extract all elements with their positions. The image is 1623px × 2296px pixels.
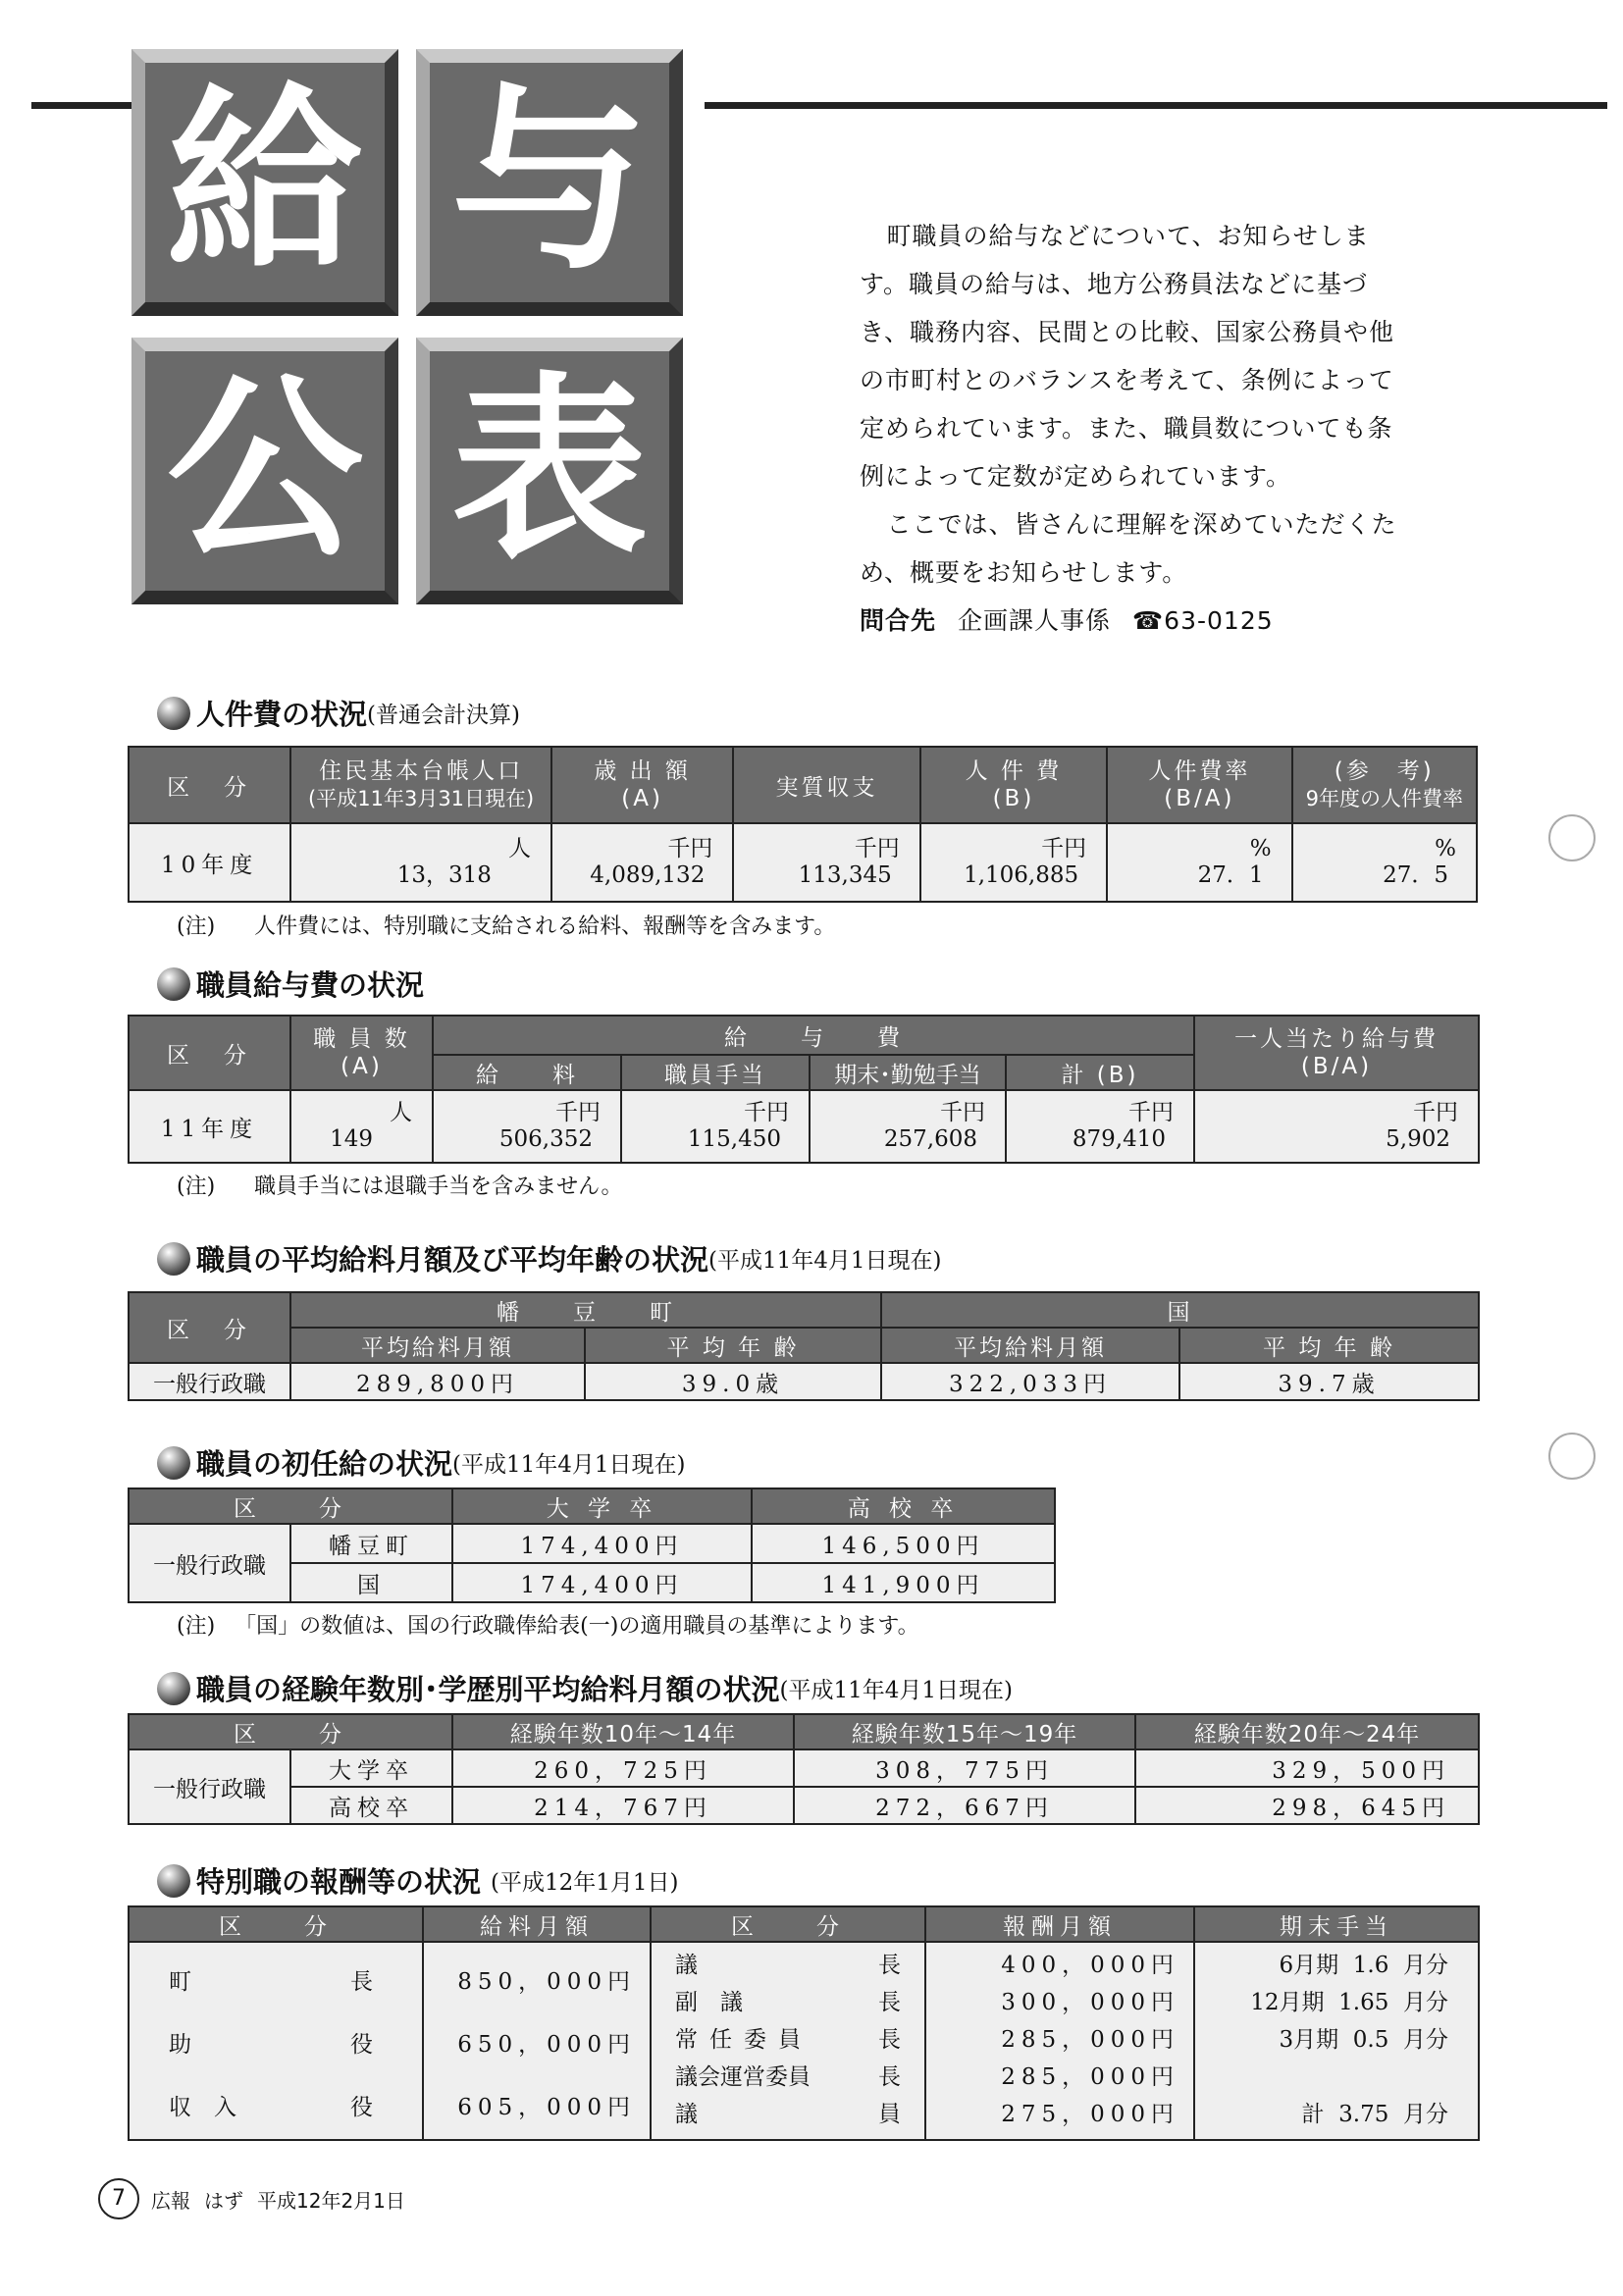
note-text: 「国」の数値は、国の行政職俸給表(一)の適用職員の基準によります。 (235, 1614, 919, 1639)
position-chairman (675, 1947, 901, 1984)
cell-university-national: 174,400円 (452, 1563, 752, 1602)
position-name-start: 収 入 (169, 2095, 236, 2120)
position-name-end: 長 (878, 2064, 901, 2090)
months: 3.75 (1338, 2102, 1389, 2127)
remuneration-chairman: 400，000円 (1001, 1953, 1179, 1978)
header-category-left: 区 分 (129, 1906, 423, 1942)
header-per-capita-line2: (B/A) (1300, 1054, 1373, 1079)
unit: 千円 (1041, 836, 1087, 861)
note-mark: (注) (177, 1614, 216, 1639)
salary-mayor: 850，000円 (457, 1969, 636, 1995)
unit: 人 (390, 1100, 412, 1125)
header-avg-monthly-salary-national: 平均給料月額 (881, 1328, 1179, 1363)
header-rule-right (705, 102, 1607, 109)
cell-right-remunerations (925, 1942, 1194, 2140)
header-net-balance: 実質収支 (733, 747, 919, 823)
value: 5,902 (1386, 1126, 1450, 1152)
header-cost-rate-line1: 人件費率 (1148, 758, 1251, 784)
cell-hs-15-19: 272，667円 (794, 1787, 1135, 1824)
position-name-start: 議会運営委員 (675, 2064, 811, 2090)
special-position-table (128, 1905, 1480, 2141)
header-staff-count (290, 1016, 433, 1090)
row-label: 一般行政職 (129, 1363, 290, 1400)
bullet-icon (157, 1446, 190, 1480)
salary-cost-table (128, 1015, 1480, 1164)
position-name-start: 町 (169, 1969, 191, 1995)
allowance-total (1195, 2096, 1448, 2133)
header-category: 区 分 (129, 1714, 452, 1749)
section-title: 特別職の報酬等の状況 (196, 1865, 482, 1899)
period: 12月期 (1250, 1990, 1325, 2015)
cell-bonus (810, 1090, 1006, 1163)
section-subtitle: (平成11年4月1日現在) (452, 1452, 686, 1478)
header-bonus: 期末･勤勉手当 (810, 1055, 1006, 1090)
value: 115,450 (687, 1126, 781, 1152)
cell-reference (1292, 823, 1477, 902)
banner-tile-2: 与 (416, 49, 683, 316)
header-salary-cost: 給 与 費 (433, 1016, 1194, 1055)
group-label: 一般行政職 (129, 1524, 290, 1602)
header-monthly-remuneration: 報酬月額 (925, 1906, 1194, 1942)
header-year-end-allowance: 期末手当 (1194, 1906, 1479, 1942)
section-title: 職員の初任給の状況 (196, 1447, 453, 1481)
header-category: 区 分 (129, 1292, 290, 1363)
cell-net-balance (733, 823, 919, 902)
header-monthly-salary: 給料月額 (423, 1906, 651, 1942)
personnel-cost-table (128, 746, 1478, 903)
cell-salary-national: 322,033円 (881, 1363, 1179, 1400)
note-starting-salary (177, 1609, 919, 1640)
header-staff-count-line2: (A) (340, 1054, 383, 1079)
section-experience-salary-title (157, 1668, 1013, 1708)
experience-salary-table (128, 1713, 1480, 1825)
cell-left-salaries (423, 1942, 651, 2140)
position-deputy-mayor (169, 2013, 373, 2076)
unit: 月分 (1403, 2102, 1448, 2127)
intro-paragraph-2: ここでは、皆さんに理解を深めていただくため、概要をお知らせします。 (860, 510, 1397, 587)
banner-tile-3: 公 (131, 338, 398, 604)
binder-hole-bottom (1548, 1433, 1596, 1480)
section-subtitle: (平成12年1月1日) (491, 1870, 679, 1896)
page-number: 7 (98, 2178, 139, 2219)
remuneration-standing-committee-chair: 285，000円 (1001, 2027, 1179, 2053)
unit: 千円 (667, 836, 713, 861)
note-salary-cost (177, 1170, 623, 1200)
header-national: 国 (881, 1292, 1479, 1328)
remuneration-steering-committee-chair: 285，000円 (1001, 2064, 1179, 2090)
position-name-end: 長 (878, 2027, 901, 2053)
cell-staff-count (290, 1090, 433, 1163)
cell-high-school-town: 146,500円 (752, 1524, 1055, 1563)
position-name-end: 役 (350, 2032, 373, 2058)
header-exp-20-24: 経験年数20年～24年 (1135, 1714, 1479, 1749)
cell-right-positions (651, 1942, 925, 2140)
period: 6月期 (1279, 1953, 1339, 1978)
position-standing-committee-chair (675, 2021, 901, 2059)
position-treasurer (169, 2076, 373, 2139)
contact-phone: ☎63-0125 (1132, 606, 1274, 635)
position-name-end: 役 (350, 2095, 373, 2120)
header-reference (1292, 747, 1477, 823)
cell-age-national: 39.7歳 (1179, 1363, 1479, 1400)
row-label-high-school: 高校卒 (290, 1787, 452, 1824)
position-name-start: 助 (169, 2032, 191, 2058)
remuneration-vice-chairman: 300，000円 (1001, 1990, 1179, 2015)
unit: 千円 (744, 1100, 789, 1125)
cell-cost-rate (1107, 823, 1291, 902)
section-subtitle: (普通会計決算) (367, 703, 520, 728)
cell-univ-20-24: 329，500円 (1135, 1749, 1479, 1787)
row-label-town: 幡豆町 (290, 1524, 452, 1563)
contact-label: 問合先 (860, 606, 937, 635)
header-avg-monthly-salary-town: 平均給料月額 (290, 1328, 585, 1363)
average-salary-table (128, 1291, 1480, 1401)
cell-year-end-allowance (1194, 1942, 1479, 2140)
unit: 千円 (555, 1100, 601, 1125)
header-avg-age-town: 平 均 年 齢 (585, 1328, 881, 1363)
cell-university-town: 174,400円 (452, 1524, 752, 1563)
header-category-right: 区 分 (651, 1906, 925, 1942)
position-name-end: 長 (878, 1953, 901, 1978)
publication-date: 平成12年2月1日 (257, 2188, 405, 2213)
header-exp-15-19: 経験年数15年～19年 (794, 1714, 1135, 1749)
cell-total (1006, 1090, 1194, 1163)
value: 1,106,885 (964, 862, 1079, 888)
section-special-position-title (157, 1860, 679, 1901)
row-label-national: 国 (290, 1563, 452, 1602)
contact-dept: 企画課人事係 (958, 606, 1112, 635)
cell-univ-10-14: 260，725円 (452, 1749, 794, 1787)
note-personnel-cost (177, 910, 835, 940)
position-name-start: 議 (675, 1953, 698, 1978)
group-label: 一般行政職 (129, 1749, 290, 1824)
bullet-icon (157, 1242, 190, 1276)
bullet-icon (157, 697, 190, 730)
header-rule-left (31, 102, 137, 109)
allowance-march (1195, 2021, 1448, 2059)
position-name-start: 議 (675, 2102, 698, 2127)
position-name-start: 常任委員 (675, 2027, 812, 2053)
value: 149 (330, 1126, 373, 1152)
cell-population (290, 823, 551, 902)
section-title: 人件費の状況 (196, 698, 368, 731)
months: 1.6 (1352, 1953, 1389, 1978)
value: 257,608 (883, 1126, 977, 1152)
remuneration-member: 275，000円 (1001, 2102, 1179, 2127)
banner-tile-1: 給 (131, 49, 398, 316)
value: 879,410 (1072, 1126, 1166, 1152)
salary-treasurer: 605，000円 (457, 2095, 636, 2120)
position-mayor (169, 1951, 373, 2013)
period: 計 (1301, 2102, 1325, 2127)
unit: % (1249, 836, 1272, 861)
position-name-end: 員 (878, 2102, 901, 2127)
contact-line (860, 597, 1409, 645)
allowance-june (1195, 1947, 1448, 1984)
header-expenditure (551, 747, 733, 823)
period: 3月期 (1279, 2027, 1339, 2053)
header-salary: 給 料 (433, 1055, 621, 1090)
header-avg-age-national: 平 均 年 齢 (1179, 1328, 1479, 1363)
bullet-icon (157, 967, 190, 1001)
months: 1.65 (1338, 1990, 1389, 2015)
header-allowance: 職員手当 (621, 1055, 810, 1090)
section-starting-salary-title (157, 1442, 686, 1483)
header-reference-line1: (参 考) (1334, 758, 1435, 784)
position-vice-chairman (675, 1984, 901, 2021)
header-population-line1: 住民基本台帳人口 (319, 758, 524, 784)
section-salary-cost-title (157, 964, 424, 1004)
value: 13，318 (396, 862, 492, 888)
header-personnel-cost-line1: 人 件 費 (965, 758, 1063, 784)
value: 27．1 (1197, 862, 1264, 888)
position-name-end: 長 (878, 1990, 901, 2015)
unit: 人 (507, 836, 531, 861)
cell-expenditure (551, 823, 733, 902)
unit: 千円 (854, 836, 900, 861)
cell-univ-15-19: 308，775円 (794, 1749, 1135, 1787)
value: 506,352 (498, 1126, 593, 1152)
unit: 千円 (940, 1100, 985, 1125)
months: 0.5 (1352, 2027, 1389, 2053)
position-steering-committee-chair (675, 2059, 901, 2096)
header-category: 区 分 (129, 1016, 290, 1090)
header-per-capita (1194, 1016, 1479, 1090)
cell-high-school-national: 141,900円 (752, 1563, 1055, 1602)
unit: 千円 (1413, 1100, 1458, 1125)
section-subtitle: (平成11年4月1日現在) (708, 1248, 942, 1274)
intro-text (860, 212, 1409, 645)
header-expenditure-line2: (A) (621, 786, 663, 811)
section-average-salary-title (157, 1238, 942, 1278)
bullet-icon (157, 1864, 190, 1898)
row-label-university: 大学卒 (290, 1749, 452, 1787)
unit: 月分 (1403, 1953, 1448, 1978)
cell-salary (433, 1090, 621, 1163)
header-per-capita-line1: 一人当たり給与費 (1234, 1026, 1439, 1052)
header-hazu-town: 幡 豆 町 (290, 1292, 881, 1328)
value: 27．5 (1383, 862, 1448, 888)
position-member (675, 2096, 901, 2133)
unit: 月分 (1403, 2027, 1448, 2053)
header-cost-rate-line2: (B/A) (1164, 786, 1235, 811)
cell-allowance (621, 1090, 810, 1163)
section-title: 職員の平均給料月額及び平均年齢の状況 (196, 1243, 709, 1277)
section-subtitle: (平成11年4月1日現在) (779, 1678, 1013, 1703)
position-name-start: 副 議 (675, 1990, 743, 2015)
binder-hole-top (1548, 814, 1596, 861)
section-title: 職員の経験年数別･学歴別平均給料月額の状況 (196, 1673, 780, 1706)
position-name-end: 長 (350, 1969, 373, 1995)
allowance-december (1195, 1984, 1448, 2021)
cell-hs-10-14: 214，767円 (452, 1787, 794, 1824)
starting-salary-table (128, 1487, 1056, 1603)
header-personnel-cost (920, 747, 1107, 823)
banner-tile-4: 表 (416, 338, 683, 604)
header-category: 区 分 (129, 1488, 452, 1524)
unit: 千円 (1128, 1100, 1174, 1125)
unit: % (1435, 836, 1456, 861)
cell-personnel-cost (920, 823, 1107, 902)
cell-left-positions (129, 1942, 423, 2140)
section-title: 職員給与費の状況 (196, 968, 425, 1002)
note-mark: (注) (177, 914, 216, 939)
cell-age-town: 39.0歳 (585, 1363, 881, 1400)
header-population-line2: (平成11年3月31日現在) (308, 787, 535, 810)
section-personnel-cost-title (157, 693, 520, 733)
row-label: 10年度 (129, 823, 290, 902)
salary-deputy-mayor: 650，000円 (457, 2032, 636, 2058)
header-expenditure-line1: 歳 出 額 (594, 758, 691, 784)
header-personnel-cost-line2: (B) (992, 786, 1035, 811)
note-text: 人件費には、特別職に支給される給料、報酬等を含みます。 (254, 914, 836, 939)
header-exp-10-14: 経験年数10年～14年 (452, 1714, 794, 1749)
value: 4,089,132 (590, 862, 706, 888)
header-university: 大 学 卒 (452, 1488, 752, 1524)
cell-hs-20-24: 298，645円 (1135, 1787, 1479, 1824)
header-population (290, 747, 551, 823)
header-reference-line2: 9年度の人件費率 (1305, 787, 1463, 810)
header-high-school: 高 校 卒 (752, 1488, 1055, 1524)
row-label: 11年度 (129, 1090, 290, 1163)
value: 113,345 (798, 862, 892, 888)
page-footer (98, 2178, 419, 2219)
header-cost-rate (1107, 747, 1291, 823)
publication-label: 広報 (151, 2188, 190, 2213)
header-category: 区 分 (129, 747, 290, 823)
intro-paragraph-1: 町職員の給与などについて、お知らせします。職員の給与は、地方公務員法などに基づき、職務内容、民間との比較、国家公務員や他の市町村とのバランスを考えて、条例によって定められています。また、職員数についても条例によって定数が定められています。 (860, 222, 1395, 491)
cell-per-capita (1194, 1090, 1479, 1163)
note-mark: (注) (177, 1174, 216, 1199)
note-text: 職員手当には退職手当を含みません。 (254, 1174, 623, 1199)
unit: 月分 (1403, 1990, 1448, 2015)
header-total: 計 (B) (1006, 1055, 1194, 1090)
header-staff-count-line1: 職 員 数 (313, 1026, 410, 1052)
publication-name: はず (204, 2188, 243, 2213)
bullet-icon (157, 1672, 190, 1705)
cell-salary-town: 289,800円 (290, 1363, 585, 1400)
